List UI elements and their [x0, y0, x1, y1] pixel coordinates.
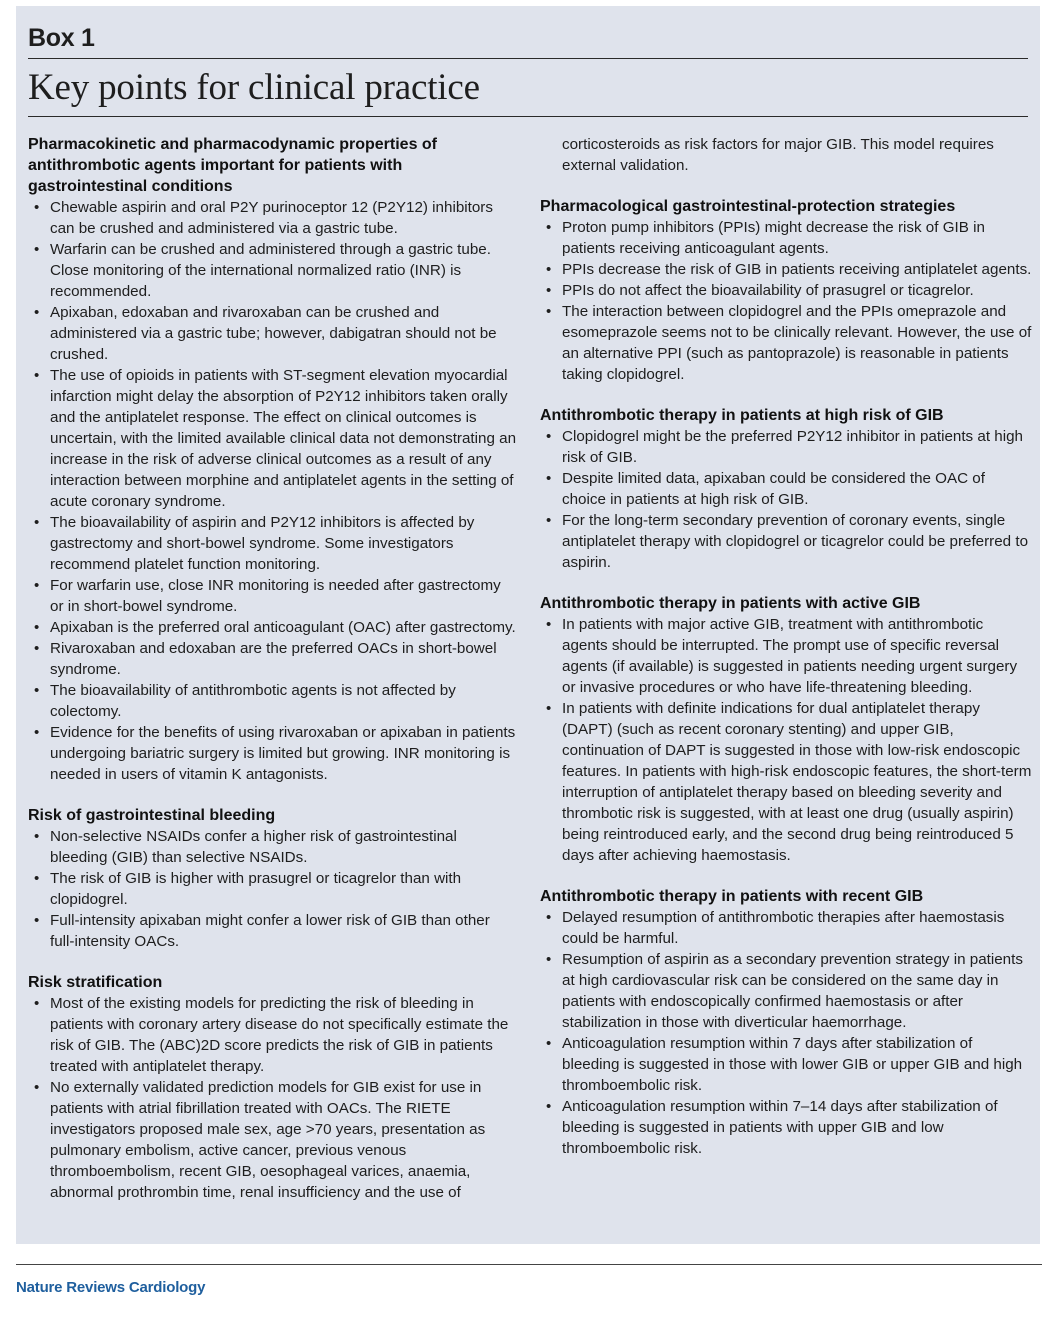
list-item: • Evidence for the benefits of using rivaroxaban or apixaban in patients undergoing bariatric surgery is limited but growing. INR monitoring is needed in users of vitamin K antagonists.	[28, 722, 518, 785]
section-risk-of-gib	[28, 805, 518, 952]
list-item: • Apixaban is the preferred oral anticoagulant (OAC) after gastrectomy.	[28, 617, 518, 638]
section-heading: Antithrombotic therapy in patients at high risk of GIB	[540, 407, 944, 424]
list-item: • Rivaroxaban and edoxaban are the preferred OACs in short-bowel syndrome.	[28, 638, 518, 680]
key-points-box	[16, 6, 1040, 1244]
list-item: • Full-intensity apixaban might confer a lower risk of GIB than other full-intensity OACs.	[28, 910, 518, 952]
journal-name: Nature Reviews Cardiology	[16, 1279, 206, 1296]
left-column	[28, 134, 518, 1223]
section-heading: Risk of gastrointestinal bleeding	[28, 807, 276, 824]
footer-rule	[16, 1264, 1042, 1265]
box-label-rule	[28, 58, 1028, 59]
list-item: • The bioavailability of aspirin and P2Y12 inhibitors is affected by gastrectomy and short-bowel syndrome. Some investigators recommend platelet function monitoring.	[28, 512, 518, 575]
bullet-list	[540, 217, 1032, 385]
continued-text: corticosteroids as risk factors for major GIB. This model requires external validation.	[562, 136, 994, 174]
list-item: • The bioavailability of antithrombotic agents is not affected by colectomy.	[28, 680, 518, 722]
list-item: • Despite limited data, apixaban could be considered the OAC of choice in patients at high risk of GIB.	[540, 468, 1032, 510]
list-item: • Clopidogrel might be the preferred P2Y12 inhibitor in patients at high risk of GIB.	[540, 426, 1032, 468]
section-heading: Antithrombotic therapy in patients with recent GIB	[540, 888, 924, 905]
list-item: • Resumption of aspirin as a secondary prevention strategy in patients at high cardiovascular risk can be considered on the same day in patients with endoscopically confirmed haemostasis or after stabilization in those with diverticular haemorrhage.	[540, 949, 1032, 1033]
list-item: • Anticoagulation resumption within 7 days after stabilization of bleeding is suggested in those with lower GIB or upper GIB and high thromboembolic risk.	[540, 1033, 1032, 1096]
list-item: • Delayed resumption of antithrombotic therapies after haemostasis could be harmful.	[540, 907, 1032, 949]
list-item: • Apixaban, edoxaban and rivaroxaban can be crushed and administered via a gastric tube; however, dabigatran should not be crushed.	[28, 302, 518, 365]
list-item: • In patients with definite indications for dual antiplatelet therapy (DAPT) (such as recent coronary stenting) and upper GIB, continuation of DAPT is suggested in those with low-risk endoscopic features. In patients with high-risk endoscopic features, the short-term interruption of antiplatelet therapy based on bleeding severity and thrombotic risk is suggested, with at least one drug (usually aspirin) being reintroduced early, and the second drug being reintroduced 5 days after achieving haemostasis.	[540, 698, 1032, 866]
section-heading: Risk stratification	[28, 974, 163, 991]
box-title-rule	[28, 116, 1028, 117]
list-item: • Anticoagulation resumption within 7–14 days after stabilization of bleeding is suggested in patients with upper GIB and low thromboembolic risk.	[540, 1096, 1032, 1159]
list-item: • For the long-term secondary prevention of coronary events, single antiplatelet therapy with clopidogrel or ticagrelor could be preferred to aspirin.	[540, 510, 1032, 573]
section-pharmacokinetics	[28, 134, 518, 785]
list-item: • The risk of GIB is higher with prasugrel or ticagrelor than with clopidogrel.	[28, 868, 518, 910]
list-item: • Non-selective NSAIDs confer a higher risk of gastrointestinal bleeding (GIB) than selective NSAIDs.	[28, 826, 518, 868]
list-item: • Proton pump inhibitors (PPIs) might decrease the risk of GIB in patients receiving anticoagulant agents.	[540, 217, 1032, 259]
bullet-list	[540, 426, 1032, 573]
section-heading: Pharmacokinetic and pharmacodynamic properties of antithrombotic agents important for patients with gastrointestinal conditions	[28, 136, 438, 195]
bullet-list	[28, 197, 518, 785]
bullet-list	[540, 907, 1032, 1159]
list-item: • For warfarin use, close INR monitoring is needed after gastrectomy or in short-bowel syndrome.	[28, 575, 518, 617]
list-item: • The use of opioids in patients with ST-segment elevation myocardial infarction might delay the absorption of P2Y12 inhibitors taken orally and the antiplatelet response. The effect on clinical outcomes is uncertain, with the limited available clinical data not demonstrating an increase in the risk of adverse clinical outcomes as a result of any interaction between morphine and antiplatelet agents in the setting of acute coronary syndrome.	[28, 365, 518, 512]
section-heading: Pharmacological gastrointestinal-protection strategies	[540, 198, 956, 215]
list-item: • Warfarin can be crushed and administered through a gastric tube. Close monitoring of the international normalized ratio (INR) is recommended.	[28, 239, 518, 302]
bullet-list	[28, 993, 518, 1203]
right-column	[540, 134, 1032, 1179]
list-item: • No externally validated prediction models for GIB exist for use in patients with atrial fibrillation treated with OACs. The RIETE investigators proposed male sex, age >70 years, presentation as pulmonary embolism, active cancer, previous venous thromboembolism, recent GIB, oesophageal varices, anaemia, abnormal prothrombin time, renal insufficiency and the use of	[28, 1077, 518, 1203]
section-recent-gib	[540, 886, 1032, 1159]
box-label: Box 1	[28, 24, 95, 52]
box-title: Key points for clinical practice	[28, 67, 480, 108]
bullet-list	[28, 826, 518, 952]
list-item: • Chewable aspirin and oral P2Y purinoceptor 12 (P2Y12) inhibitors can be crushed and administered via a gastric tube.	[28, 197, 518, 239]
section-gi-protection	[540, 196, 1032, 385]
list-item: • PPIs do not affect the bioavailability of prasugrel or ticagrelor.	[540, 280, 1032, 301]
section-heading: Antithrombotic therapy in patients with active GIB	[540, 595, 921, 612]
section-high-risk-gib	[540, 405, 1032, 573]
section-risk-stratification	[28, 972, 518, 1203]
list-item: • The interaction between clopidogrel and the PPIs omeprazole and esomeprazole seems not to be clinically relevant. However, the use of an alternative PPI (such as pantoprazole) is reasonable in patients taking clopidogrel.	[540, 301, 1032, 385]
list-item: • PPIs decrease the risk of GIB in patients receiving antiplatelet agents.	[540, 259, 1032, 280]
list-item: • Most of the existing models for predicting the risk of bleeding in patients with coronary artery disease do not specifically estimate the risk of GIB. The (ABC)2D score predicts the risk of GIB in patients treated with antiplatelet therapy.	[28, 993, 518, 1077]
bullet-list	[540, 614, 1032, 866]
list-item: • In patients with major active GIB, treatment with antithrombotic agents should be interrupted. The prompt use of specific reversal agents (if available) is suggested in patients needing urgent surgery or invasive procedures or who have life-threatening bleeding.	[540, 614, 1032, 698]
section-active-gib	[540, 593, 1032, 866]
